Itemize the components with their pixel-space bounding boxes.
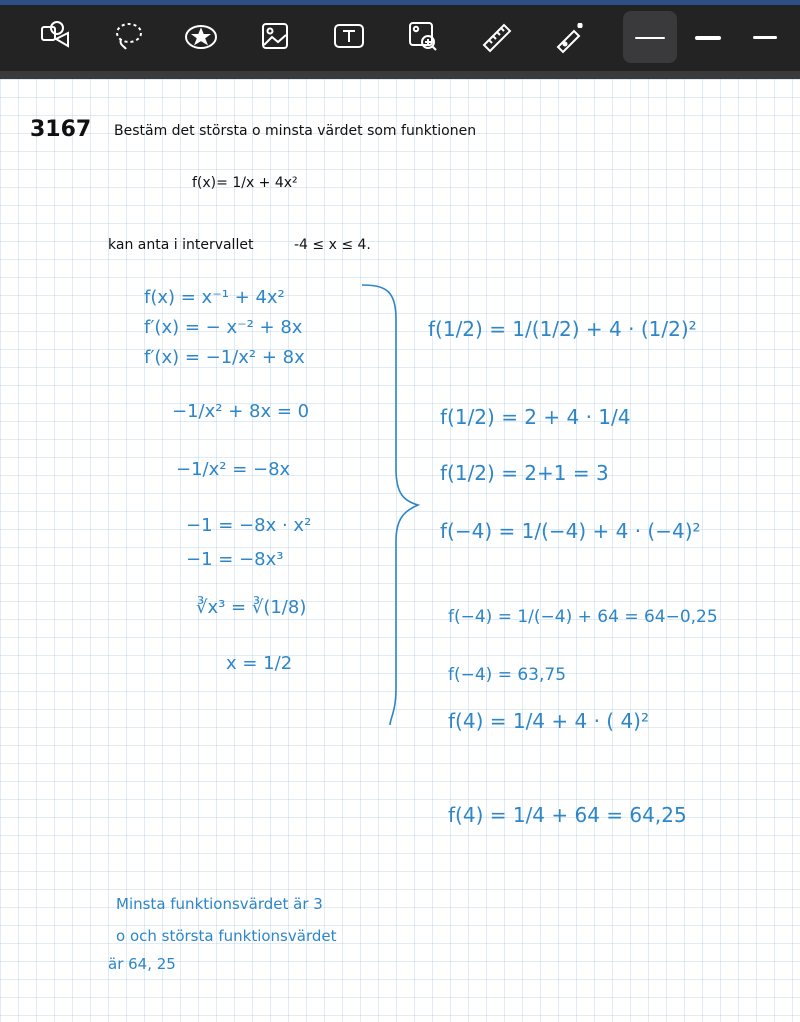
shapes-icon	[36, 15, 82, 59]
task-line-1: Bestäm det största o minsta värdet som funktionen	[114, 123, 477, 139]
step-left-3: f′(x) = −1/x² + 8x	[144, 347, 305, 368]
notebook-page[interactable]	[0, 79, 800, 1022]
step-left-7: −1 = −8x³	[186, 549, 284, 570]
pen-size-thick-button[interactable]	[739, 11, 793, 63]
lasso-icon	[106, 15, 152, 59]
image-search-tool-button[interactable]	[400, 15, 446, 59]
problem-number: 3167	[30, 117, 92, 142]
image-icon	[252, 15, 298, 59]
step-right-8: f(4) = 1/4 + 64 = 64,25	[448, 803, 687, 827]
image-tool-button[interactable]	[252, 15, 298, 59]
conclusion-line-3: är 64, 25	[108, 955, 176, 973]
step-left-9: x = 1/2	[226, 653, 293, 674]
step-right-3: f(1/2) = 2+1 = 3	[440, 461, 609, 485]
step-right-6: f(−4) = 63,75	[448, 665, 567, 685]
conclusion-line-1: Minsta funktionsvärdet är 3	[116, 895, 323, 913]
medium-line-icon	[695, 36, 721, 40]
pen-size-thin-button[interactable]	[623, 11, 677, 63]
interval: -4 ≤ x ≤ 4.	[294, 237, 371, 253]
step-left-6: −1 = −8x · x²	[186, 515, 312, 536]
step-left-2: f′(x) = − x⁻² + 8x	[144, 317, 303, 338]
step-left-4: −1/x² + 8x = 0	[172, 401, 310, 422]
notes-toolbar	[0, 5, 800, 71]
given-function: f(x)= 1/x + 4x²	[192, 175, 298, 191]
toolbar-divider	[0, 71, 800, 79]
step-left-8: ∛x³ = ∛(1/8)	[196, 597, 307, 618]
step-right-1: f(1/2) = 1/(1/2) + 4 · (1/2)²	[428, 317, 697, 341]
ruler-icon	[474, 15, 520, 59]
laser-pointer-icon	[548, 15, 594, 59]
image-search-icon	[400, 15, 446, 59]
ruler-tool-button[interactable]	[474, 15, 520, 59]
thin-line-icon	[635, 37, 665, 39]
lasso-tool-button[interactable]	[106, 15, 152, 59]
step-right-2: f(1/2) = 2 + 4 · 1/4	[440, 405, 631, 429]
thick-line-icon	[753, 36, 777, 39]
step-left-1: f(x) = x⁻¹ + 4x²	[144, 287, 285, 308]
step-left-5: −1/x² = −8x	[176, 459, 291, 480]
laser-pointer-tool-button[interactable]	[548, 15, 594, 59]
step-right-7: f(4) = 1/4 + 4 · ( 4)²	[448, 709, 650, 733]
conclusion-line-2: o och största funktionsvärdet	[116, 927, 337, 945]
shapes-tool-button[interactable]	[36, 15, 82, 59]
step-right-4: f(−4) = 1/(−4) + 4 · (−4)²	[440, 519, 701, 543]
pen-size-medium-button[interactable]	[681, 11, 735, 63]
task-line-2: kan anta i intervallet	[108, 237, 254, 253]
sticker-tool-button[interactable]	[178, 15, 224, 59]
step-right-5: f(−4) = 1/(−4) + 64 = 64−0,25	[448, 607, 718, 627]
text-icon	[326, 15, 372, 59]
sticker-icon	[178, 15, 224, 59]
curly-brace	[356, 279, 426, 729]
text-tool-button[interactable]	[326, 15, 372, 59]
